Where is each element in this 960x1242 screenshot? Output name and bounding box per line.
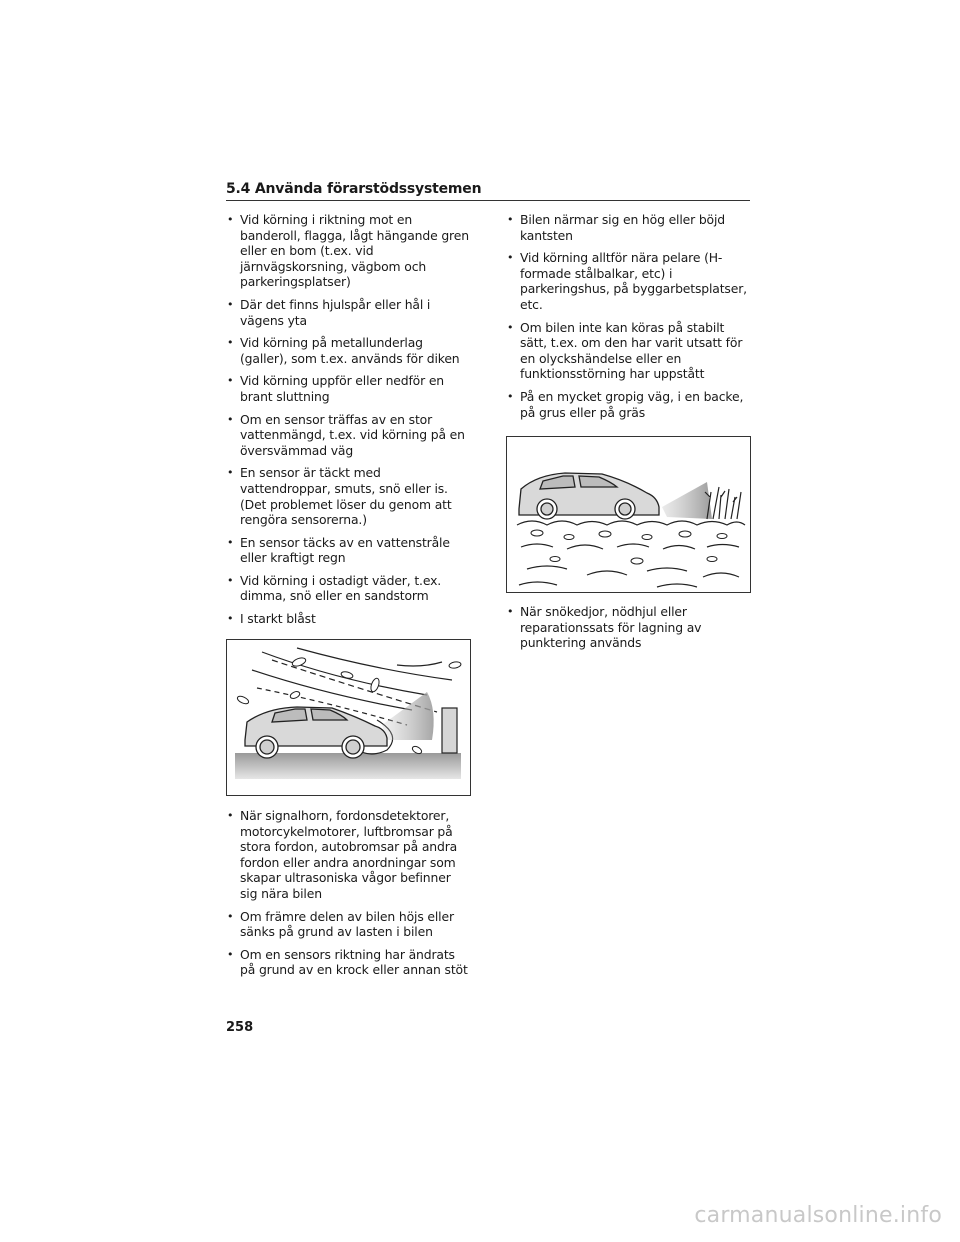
list-item: • I starkt blåst	[226, 611, 471, 627]
page-number: 258	[226, 1020, 254, 1035]
list-item: • Om främre delen av bilen höjs eller sänks på grund av lasten i bilen	[226, 909, 471, 940]
strong-wind-illustration	[226, 639, 471, 796]
left-column-list-continued	[226, 808, 471, 985]
list-item: • Där det finns hjulspår eller hål i vägens yta	[226, 297, 471, 328]
list-item: • Vid körning i riktning mot en banderoll, flagga, lågt hängande gren eller en bom (t.ex. vid järnvägskorsning, vägbom och parkeringsplatser)	[226, 212, 471, 290]
list-item: • Om bilen inte kan köras på stabilt sätt, t.ex. om den har varit utsatt för en olyckshändelse eller en funktionsstörning har uppstått	[506, 320, 751, 382]
watermark: carmanualsonline.info	[694, 1203, 942, 1228]
list-item: • Bilen närmar sig en hög eller böjd kantsten	[506, 212, 751, 243]
list-item: • En sensor täcks av en vattenstråle eller kraftigt regn	[226, 535, 471, 566]
list-item: • På en mycket gropig väg, i en backe, på grus eller på gräs	[506, 389, 751, 420]
rough-road-illustration	[506, 436, 751, 593]
list-item: • Om en sensor träffas av en stor vattenmängd, t.ex. vid körning på en översvämmad väg	[226, 412, 471, 459]
section-title: 5.4 Använda förarstödssystemen	[226, 181, 482, 197]
list-item: • Vid körning uppför eller nedför en brant sluttning	[226, 373, 471, 404]
list-item: • När snökedjor, nödhjul eller reparationssats för lagning av punktering används	[506, 604, 751, 651]
list-item: • Vid körning alltför nära pelare (H-formade stålbalkar, etc) i parkeringshus, på byggarbetsplatser, etc.	[506, 250, 751, 312]
list-item: • Vid körning på metallunderlag (galler), som t.ex. används för diken	[226, 335, 471, 366]
list-item: • En sensor är täckt med vattendroppar, smuts, snö eller is. (Det problemet löser du genom att rengöra sensorerna.)	[226, 465, 471, 527]
section-header	[226, 178, 750, 201]
list-item: • Vid körning i ostadigt väder, t.ex. dimma, snö eller en sandstorm	[226, 573, 471, 604]
right-column-list-continued	[506, 604, 751, 658]
list-item: • När signalhorn, fordonsdetektorer, motorcykelmotorer, luftbromsar på stora fordon, autobromsar på andra fordon eller andra anordningar som skapar ultrasoniska vågor befinner sig nära bilen	[226, 808, 471, 902]
right-column-list	[506, 212, 751, 427]
list-item: • Om en sensors riktning har ändrats på grund av en krock eller annan stöt	[226, 947, 471, 978]
left-column-list	[226, 212, 471, 634]
